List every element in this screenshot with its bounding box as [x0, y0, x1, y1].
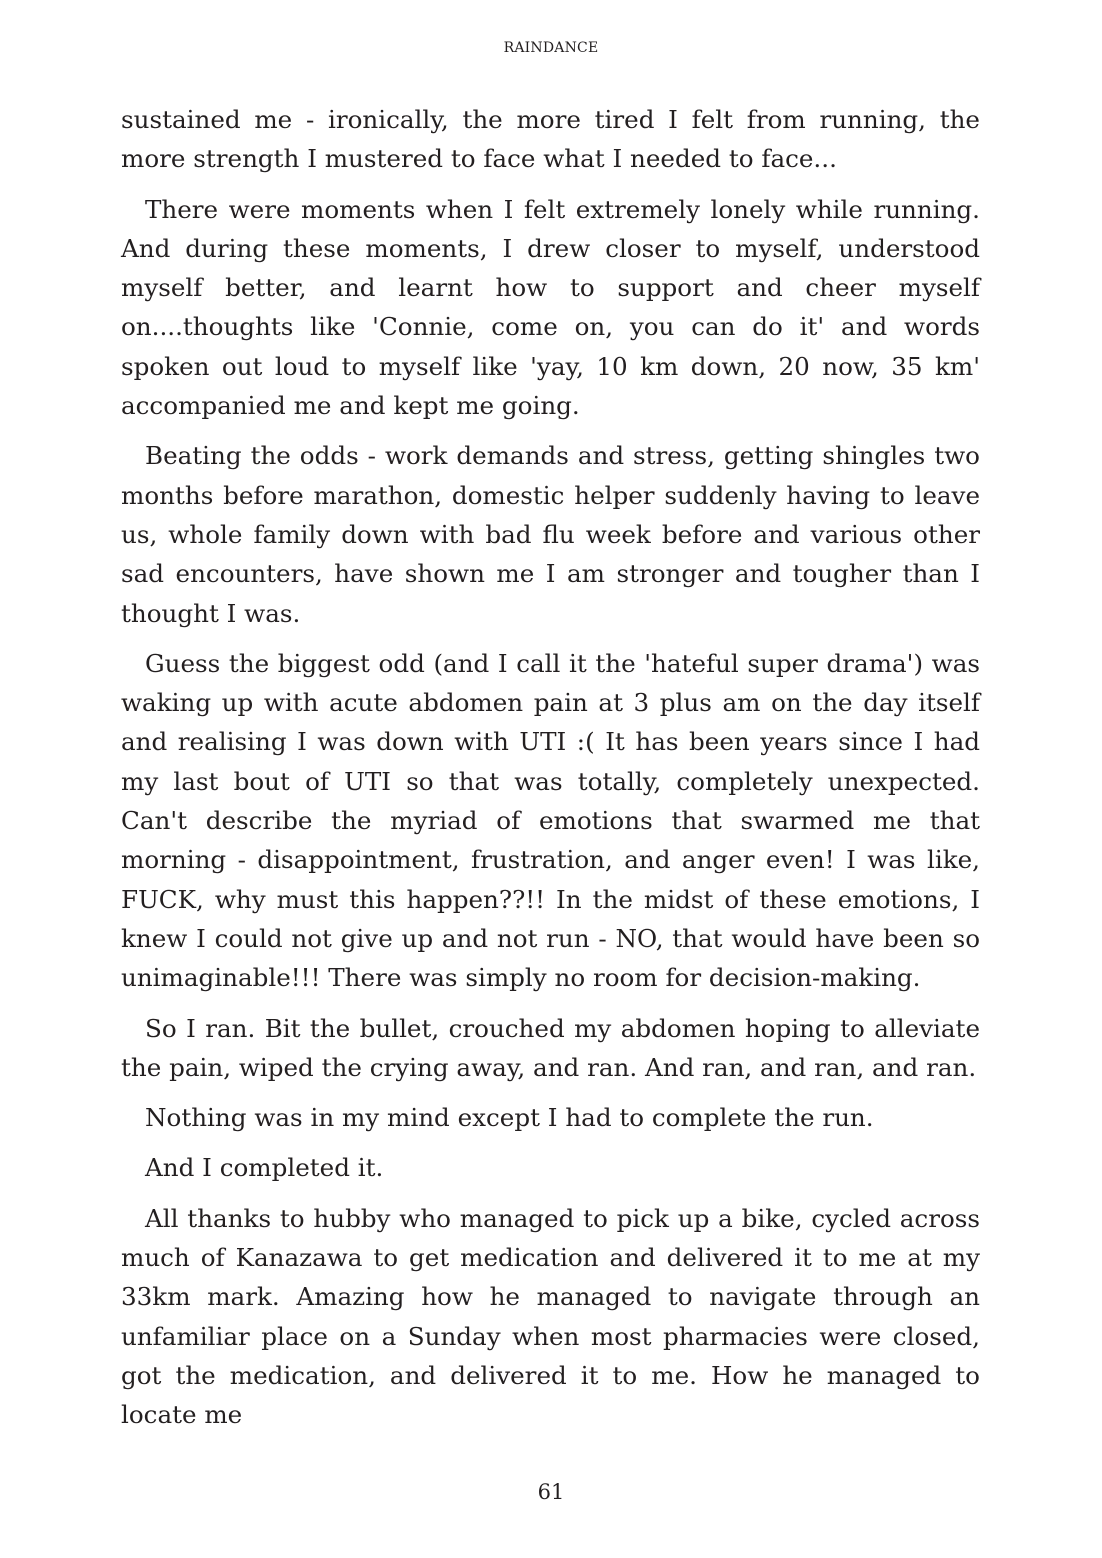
paragraph: There were moments when I felt extremely lonely while running. And during these moments, I drew closer to myself, understood myself better, and learnt how to support and cheer myself on....thoughts like 'Connie, come on, you can do it' and words spoken out loud to myself like 'yay, 10 km down, 20 now, 35 km' accompanied me and kept me going. — [121, 194, 980, 421]
paragraph: Nothing was in my mind except I had to complete the run. — [145, 1103, 874, 1133]
paragraph-continued: sustained me - ironically, the more tired I felt from running, the more strength I mustered to face what I needed to face... — [121, 105, 980, 174]
paragraph: So I ran. Bit the bullet, crouched my abdomen hoping to alleviate the pain, wiped the crying away, and ran. And ran, and ran, and ran. — [121, 1013, 980, 1082]
running-header: RAINDANCE — [503, 40, 599, 56]
paragraph: Beating the odds - work demands and stress, getting shingles two months before marathon, domestic helper suddenly having to leave us, whole family down with bad flu week before and various other sad encounters, have shown me I am stronger and tougher than I thought I was. — [121, 441, 980, 628]
paragraph: Guess the biggest odd (and I call it the 'hateful super drama') was waking up with acute abdomen pain at 3 plus am on the day itself and realising I was down with UTI :( It has been years since I had my last bout of UTI so that was totally, completely unexpected. Can't describe the myriad of emotions that swarmed me that morning - disappointment, frustration, and anger even! I was like, FUCK, why must this happen??!! In the midst of these emotions, I knew I could not give up and not run - NO, that would have been so unimaginable!!! There was simply no room for decision-making. — [121, 648, 980, 993]
page-number: 61 — [537, 1480, 565, 1504]
paragraph: And I completed it. — [145, 1153, 384, 1183]
paragraph-trailing: All thanks to hubby who managed to pick up a bike, cycled across much of Kanazawa to get medication and delivered it to me at my 33km mark. Amazing how he managed to navigate through an unfamiliar place on a Sunday when most pharmacies were closed, got the medication, and delivered it to me. How he managed to locate me — [121, 1203, 980, 1430]
body-text — [121, 100, 980, 1446]
